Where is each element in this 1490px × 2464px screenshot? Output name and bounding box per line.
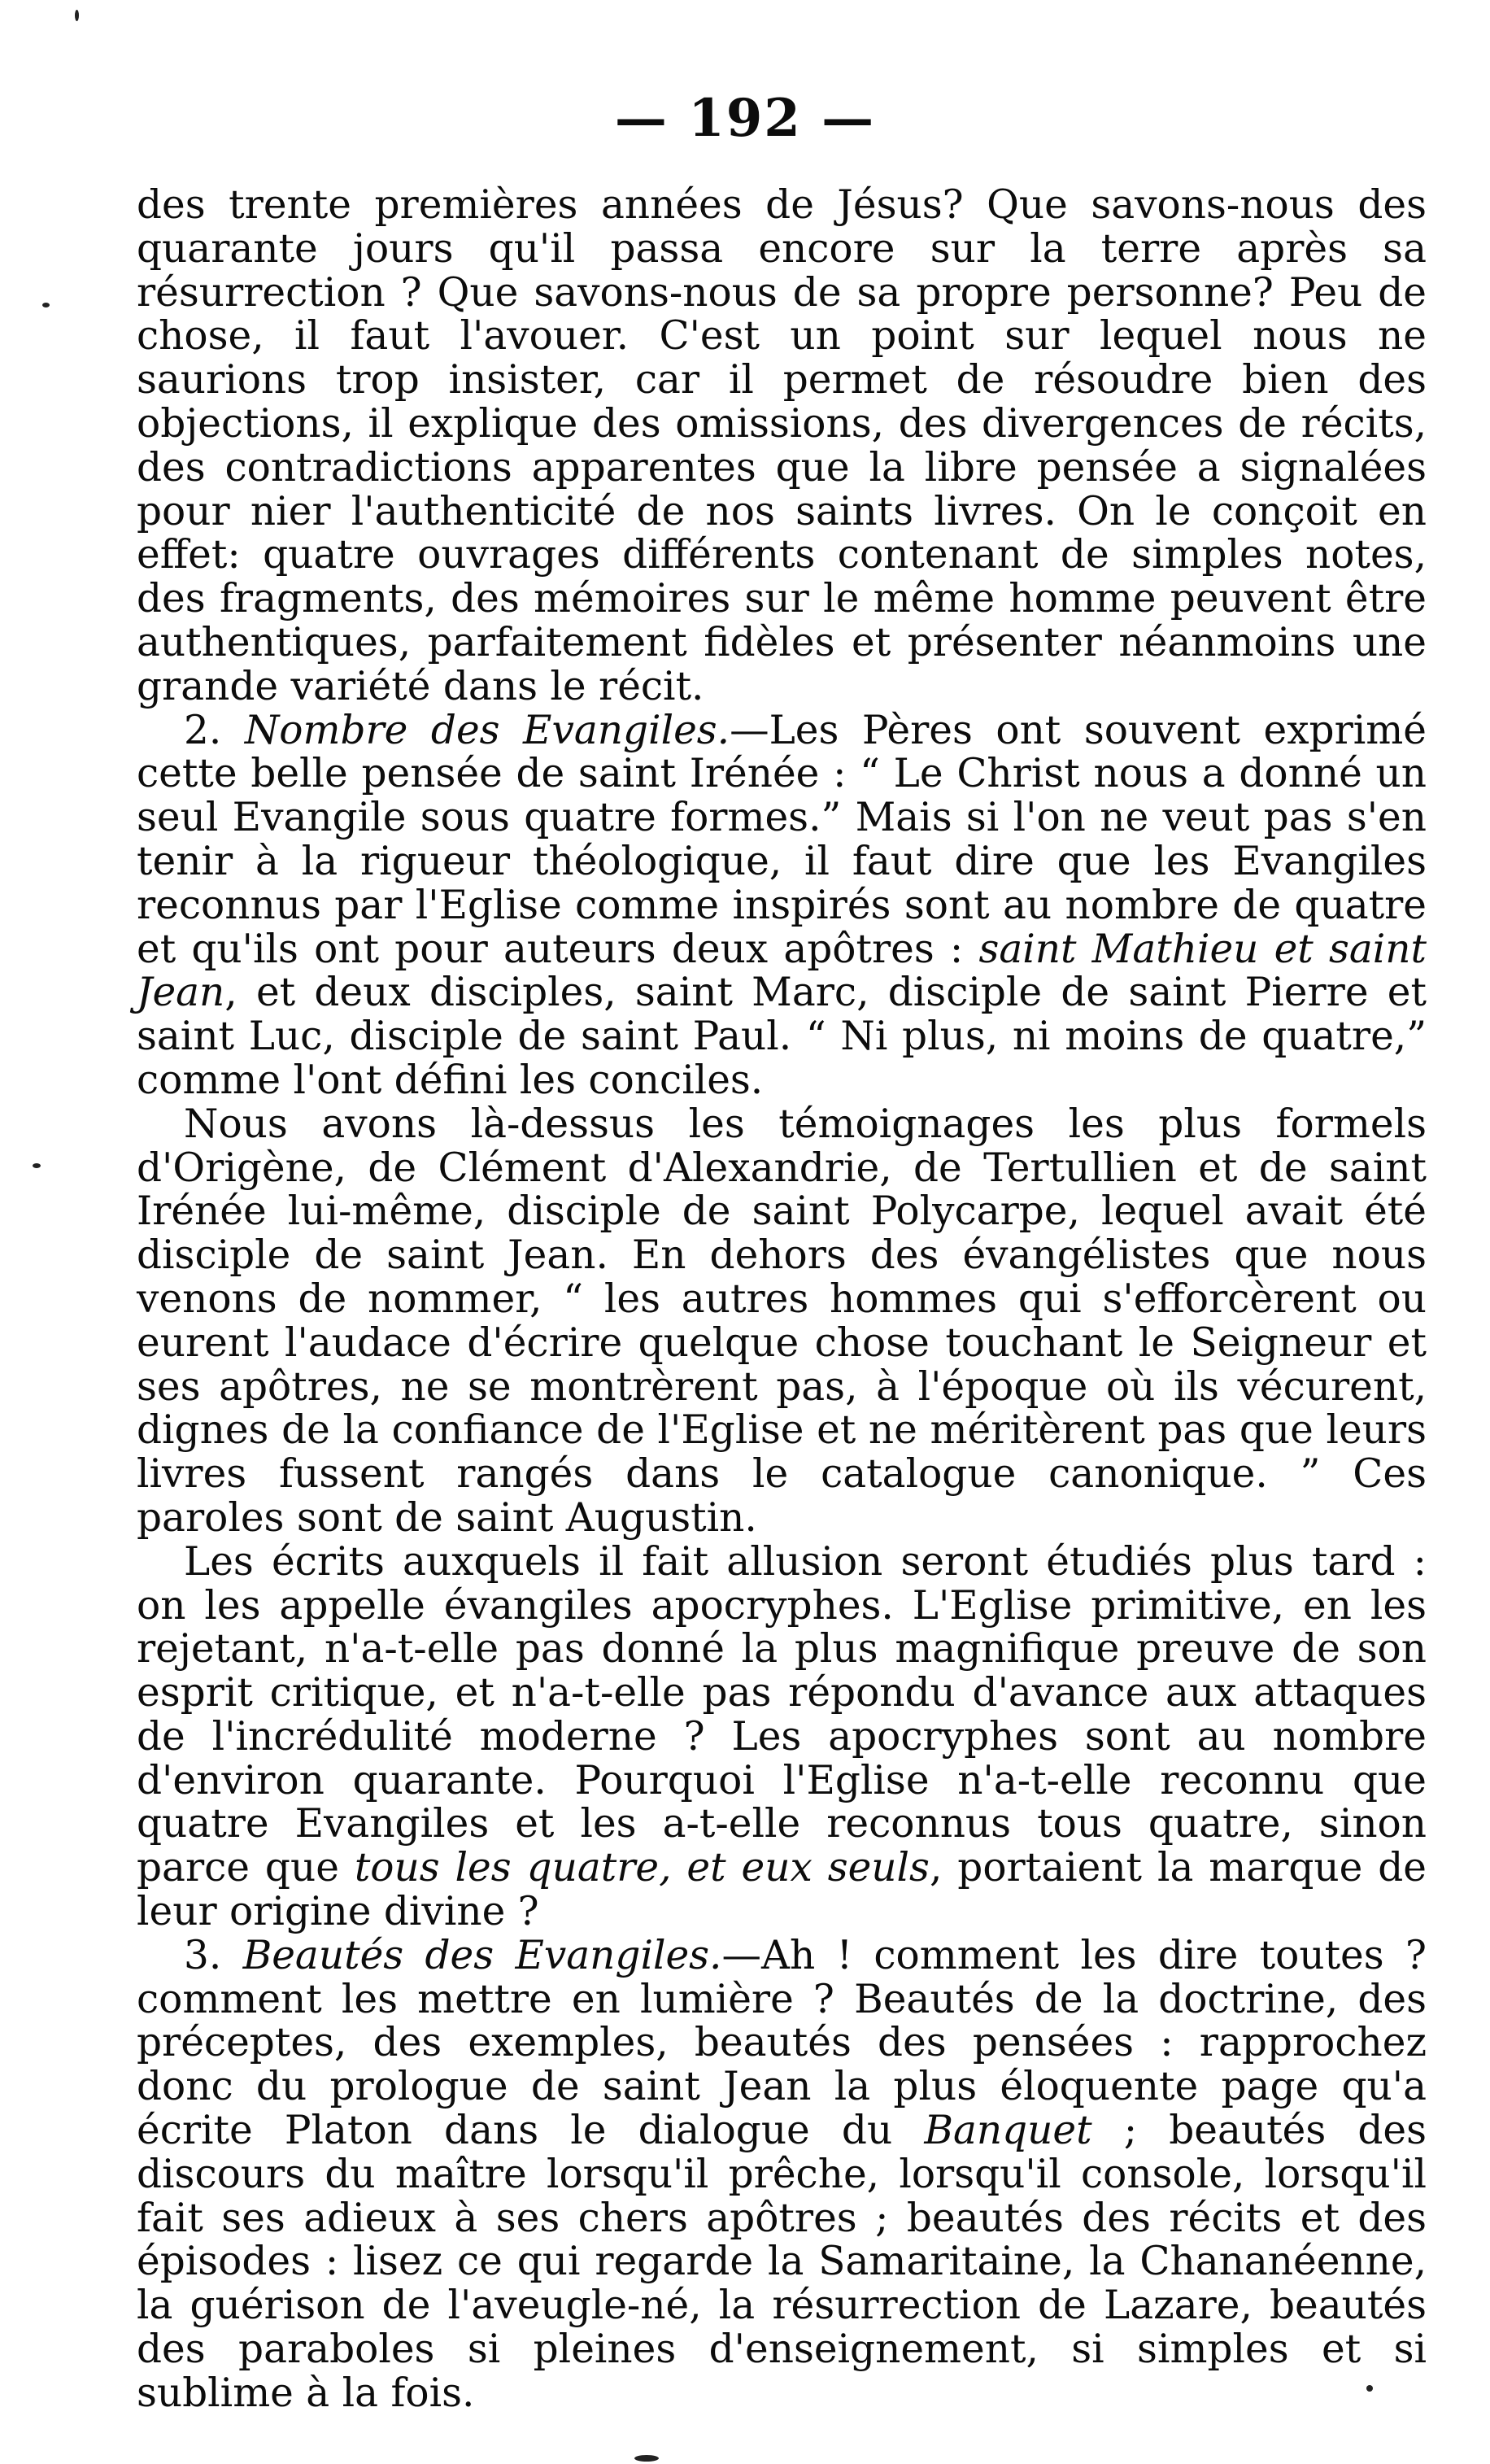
text-run: ; beautés des discours du maître lorsqu'il prêche, lorsqu'il console, lorsqu'il fait ses adieux à ses chers apôtres ; beautés des récits et des épisodes : lisez ce qui regarde la Samaritaine, la Chananéenne, la guérison de l'aveugle-né, la résurrection de Lazare, beautés des paraboles si pleines d'enseignement, si simples et si sublime à la fois.	[137, 2108, 1427, 2416]
text-run: , et deux disciples, saint Marc, disciple de saint Pierre et saint Luc, disciple de saint Paul. “ Ni plus, ni moins de quatre,” comme l'ont défini les conciles.	[137, 970, 1427, 1103]
italic-text: Nombre des Evangiles.	[244, 707, 730, 753]
paragraph	[137, 1934, 1427, 2416]
text-run: —Ah ! comment les dire toutes ? comment les mettre en lumière ? Beautés de la doctrine, des préceptes, des exemples, beautés des pensées : rapprochez donc du prologue de saint Jean la plus éloquente page qu'a écrite Platon dans le dialogue du	[137, 1932, 1427, 2154]
print-speck	[1366, 2385, 1373, 2392]
italic-text: Beautés des Evangiles.	[242, 1932, 722, 1978]
print-speck	[33, 1163, 41, 1168]
text-run: des trente premières années de Jésus? Que savons-nous des quarante jours qu'il passa encore sur la terre après sa résurrection ? Que savons-nous de sa propre personne? Peu de chose, il faut l'avouer. C'est un point sur lequel nous ne saurions trop insister, car il permet de résoudre bien des objections, il explique des omissions, des divergences de récits, des contradictions apparentes que la libre pensée a signalées pour nier l'authenticité de nos saints livres. On le conçoit en effet: quatre ouvrages différents contenant de simples notes, des fragments, des mémoires sur le même homme peuvent être authentiques, parfaitement fidèles et présenter néanmoins une grande variété dans le récit.	[137, 182, 1427, 709]
italic-text: saint Mathieu et saint Jean	[137, 926, 1427, 1016]
text-run: 2.	[184, 707, 245, 753]
text-run: 3.	[184, 1932, 243, 1978]
paragraph	[137, 184, 1427, 709]
page-body	[137, 184, 1427, 2416]
text-run: Nous avons là-dessus les témoignages les plus formels d'Origène, de Clément d'Alexandrie, de Tertullien et de saint Irénée lui-même, disciple de saint Polycarpe, lequel avait été disciple de saint Jean. En dehors des évangélistes que nous venons de nommer, “ les autres hommes qui s'efforcèrent ou eurent l'audace d'écrire quelque chose touchant le Seigneur et ses apôtres, ne se montrèrent pas, à l'époque où ils vécurent, dignes de la confiance de l'Eglise et ne méritèrent pas que leurs livres fussent rangés dans le catalogue canonique. ” Ces paroles sont de saint Augustin.	[137, 1101, 1427, 1541]
paragraph	[137, 1103, 1427, 1541]
text-run: Les écrits auxquels il fait allusion seront étudiés plus tard : on les appelle évangiles apocryphes. L'Eglise primitive, en les rejetant, n'a-t-elle pas donné la plus magnifique preuve de son esprit critique, et n'a-t-elle pas répondu d'avance aux attaques de l'incrédulité moderne ? Les apocryphes sont au nombre d'environ quarante. Pourquoi l'Eglise n'a-t-elle reconnu que quatre Evangiles et les a-t-elle reconnus tous quatre, sinon parce que	[137, 1538, 1427, 1891]
print-speck	[75, 10, 79, 21]
italic-text: Banquet	[924, 2108, 1092, 2154]
text-run: —Les Pères ont souvent exprimé cette belle pensée de saint Irénée : “ Le Christ nous a donné un seul Evangile sous quatre formes.” Mais si l'on ne veut pas s'en tenir à la rigueur théologique, il faut dire que les Evangiles reconnus par l'Eglise comme inspirés sont au nombre de quatre et qu'ils ont pour auteurs deux apôtres :	[137, 707, 1427, 972]
text-run: , portaient la marque de leur origine divine ?	[137, 1845, 1427, 1935]
print-speck	[634, 2455, 659, 2462]
paragraph	[137, 1538, 1427, 1935]
italic-text: tous les quatre, et eux seuls	[354, 1845, 930, 1891]
paragraph	[137, 709, 1427, 1103]
print-speck	[42, 303, 50, 307]
page-number: — 192 —	[614, 88, 876, 149]
